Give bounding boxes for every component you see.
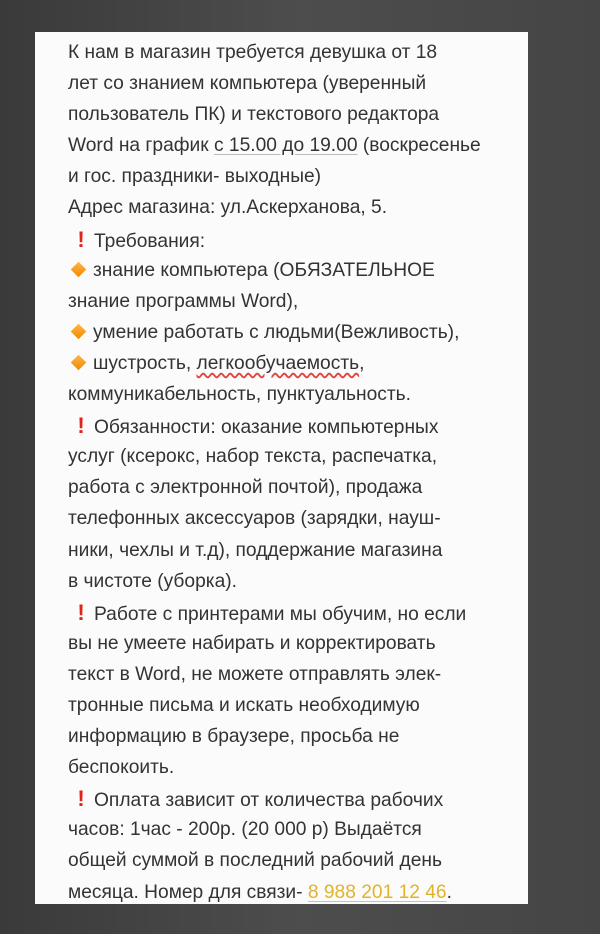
text-line — [68, 286, 528, 317]
text-segment: пользователь ПК) и текстового редактора — [68, 104, 440, 126]
text-line — [68, 472, 528, 503]
exclamation-icon: ! — [77, 599, 85, 625]
post-card — [35, 32, 528, 904]
text-segment: месяца. Номер для связи- — [68, 881, 308, 903]
text-line — [68, 348, 528, 379]
text-segment: лет со знанием компьютера (уверенный — [68, 73, 427, 95]
text-segment: , — [359, 352, 365, 374]
post-text — [68, 37, 528, 908]
schedule-time-link[interactable]: с 15.00 до 19.00 — [214, 135, 358, 157]
text-line — [68, 192, 528, 223]
text-segment: знание компьютера (ОБЯЗАТЕЛЬНОЕ — [93, 259, 435, 281]
exclamation-icon: ! — [77, 413, 85, 439]
text-line — [68, 37, 528, 68]
exclamation-icon: ! — [77, 786, 85, 812]
phone-link[interactable]: 8 988 201 12 46 — [307, 881, 447, 903]
text-line — [68, 597, 528, 628]
text-line — [68, 659, 528, 690]
text-line — [68, 317, 528, 348]
text-line — [68, 690, 528, 721]
misspelled-word: легкообучаемость — [196, 352, 360, 374]
text-line — [68, 783, 528, 814]
text-segment: Требования: — [94, 230, 206, 252]
orange-diamond-icon — [71, 324, 87, 340]
text-line — [68, 410, 528, 441]
orange-diamond-icon — [71, 261, 87, 277]
text-segment: беспокоить. — [68, 757, 175, 779]
text-line — [68, 224, 528, 255]
text-line — [68, 814, 528, 845]
text-segment: Оплата зависит от количества рабочих — [94, 790, 444, 812]
orange-diamond-icon — [71, 355, 87, 371]
text-line — [68, 99, 528, 130]
text-line — [68, 68, 528, 99]
text-segment: и гос. праздники- выходные) — [68, 166, 322, 188]
text-line — [68, 503, 528, 534]
text-segment: шустрость, — [93, 352, 197, 374]
text-segment: тронные письма и искать необходимую — [68, 694, 420, 716]
text-segment: информацию в браузере, просьба не — [68, 726, 400, 748]
text-segment: Обязанности: оказание компьютерных — [94, 417, 439, 439]
text-segment: ники, чехлы и т.д), поддержание магазина — [68, 539, 443, 561]
text-segment: общей суммой в последний рабочий день — [68, 850, 443, 872]
text-line — [68, 752, 528, 783]
text-line — [68, 877, 528, 908]
text-line — [68, 566, 528, 597]
text-segment: в чистоте (уборка). — [68, 570, 237, 592]
text-segment: (воскресенье — [357, 135, 481, 157]
text-line — [68, 161, 528, 192]
text-segment: работа с электронной почтой), продажа — [68, 477, 423, 499]
text-line — [68, 379, 528, 410]
text-segment: часов: 1час - 200р. (20 000 р) Выдаётся — [68, 819, 422, 841]
text-line — [68, 535, 528, 566]
text-segment: текст в Word, не можете отправлять элек- — [68, 663, 442, 685]
text-segment: К нам в магазин требуется девушка от 18 — [68, 42, 438, 63]
text-line — [68, 628, 528, 659]
text-line — [68, 130, 528, 161]
text-segment: знание программы Word), — [68, 290, 299, 312]
exclamation-icon: ! — [77, 226, 85, 252]
text-line — [68, 441, 528, 472]
text-segment: Адрес магазина: ул.Аскерханова, 5. — [68, 197, 388, 219]
text-segment: . — [446, 881, 452, 903]
text-segment: Word на график — [68, 135, 214, 157]
text-segment: коммуникабельность, пунктуальность. — [68, 384, 411, 406]
text-segment: Работе с принтерами мы обучим, но если — [94, 603, 467, 625]
text-segment: телефонных аксессуаров (зарядки, науш- — [68, 508, 441, 530]
text-line — [68, 255, 528, 286]
text-segment: вы не умеете набирать и корректировать — [68, 632, 436, 654]
text-line — [68, 721, 528, 752]
text-line — [68, 845, 528, 876]
text-segment: умение работать с людьми(Вежливость), — [93, 321, 460, 343]
text-segment: услуг (ксерокс, набор текста, распечатка, — [68, 446, 438, 468]
